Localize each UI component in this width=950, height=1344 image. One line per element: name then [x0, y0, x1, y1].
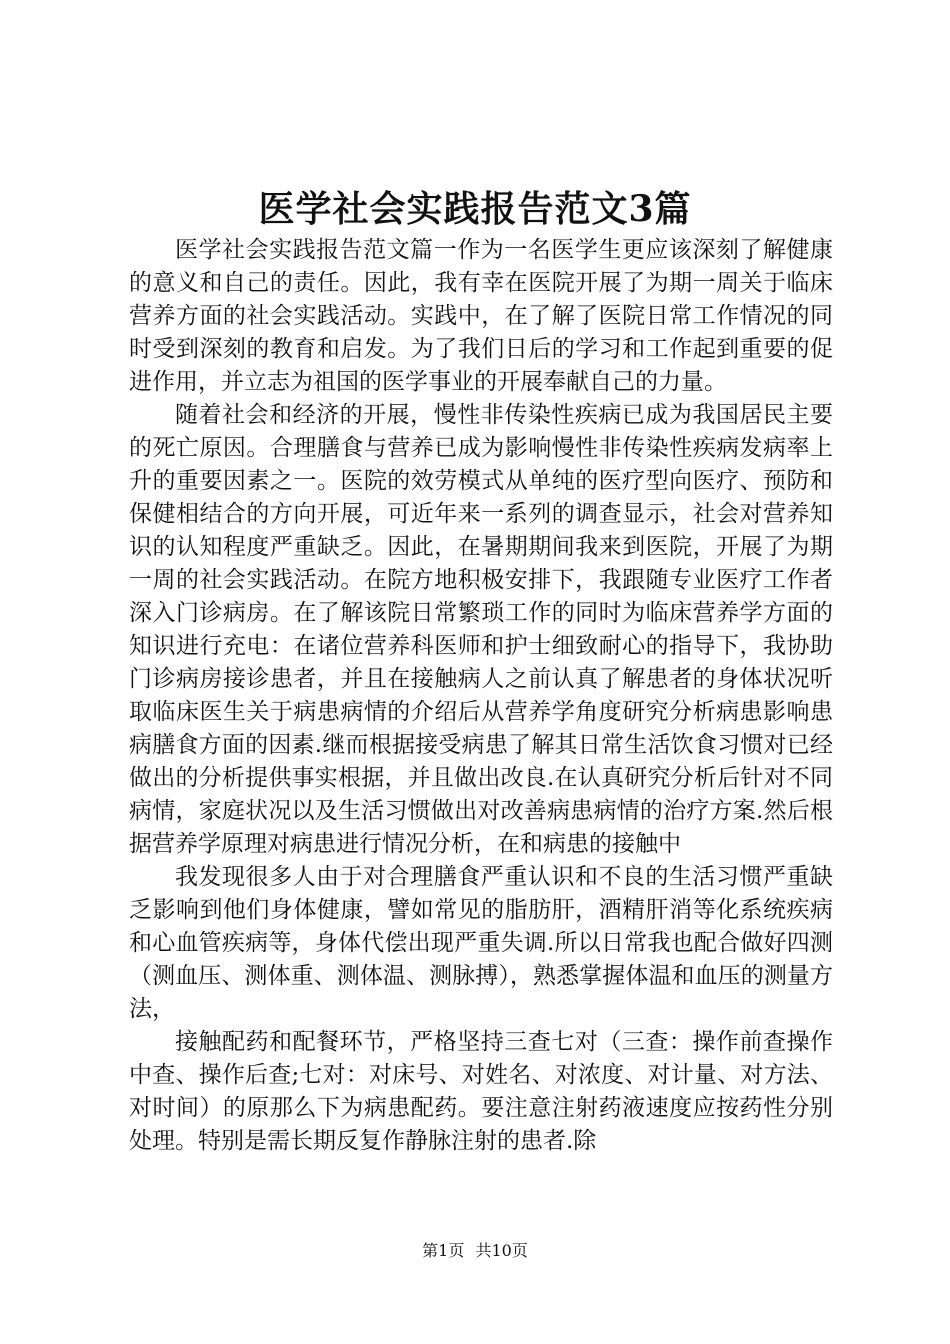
document-title: 医学社会实践报告范文3篇: [258, 188, 692, 230]
page-number: 第1页: [422, 1241, 465, 1260]
paragraph-2: 随着社会和经济的开展，慢性非传染性疾病已成为我国居民主要的死亡原因。合理膳食与营养已成为影响慢性非传染性疾病发病率上升的重要因素之一。医院的效劳模式从单纯的医疗型向医疗、预防和保健相结合的方向开展，可近年来一系列的调查显示，社会对营养知识的认知程度严重缺乏。因此，在暑期期间我来到医院，开展了为期一周的社会实践活动。在院方地积极安排下，我跟随专业医疗工作者深入门诊病房。在了解该院日常繁琐工作的同时为临床营养学方面的知识进行充电：在诸位营养科医师和护士细致耐心的指导下，我协助门诊病房接诊患者，并且在接触病人之前认真了解患者的身体状况听取临床医生关于病患病情的介绍后从营养学角度研究分析病患影响患病膳食方面的因素.继而根据接受病患了解其日常生活饮食习惯对已经做出的分析提供事实根据，并且做出改良.在认真研究分析后针对不同病情，家庭状况以及生活习惯做出对改善病患病情的治疗方案.然后根据营养学原理对病患进行情况分析，在和病患的接触中: [129, 402, 833, 857]
document-body: [129, 234, 833, 1158]
paragraph-1: 医学社会实践报告范文篇一作为一名医学生更应该深刻了解健康的意义和自己的责任。因此，我有幸在医院开展了为期一周关于临床营养方面的社会实践活动。实践中，在了解了医院日常工作情况的同时受到深刻的教育和启发。为了我们日后的学习和工作起到重要的促进作用，并立志为祖国的医学事业的开展奉献自己的力量。: [129, 237, 833, 395]
page-total: 共10页: [475, 1241, 528, 1260]
page-footer: [0, 1240, 950, 1262]
paragraph-4: 接触配药和配餐环节，严格坚持三查七对（三查：操作前查操作中查、操作后查;七对：对床号、对姓名、对浓度、对计量、对方法、对时间）的原那么下为病患配药。要注意注射药液速度应按药性分别处理。特别是需长期反复作静脉注射的患者.除: [129, 1029, 833, 1154]
paragraph-3: 我发现很多人由于对合理膳食严重认识和不良的生活习惯严重缺乏影响到他们身体健康，譬如常见的脂肪肝，酒精肝消等化系统疾病和心血管疾病等，身体代偿出现严重失调.所以日常我也配合做好四测（测血压、测体重、测体温、测脉搏），熟悉掌握体温和血压的测量方法，: [129, 864, 833, 1022]
